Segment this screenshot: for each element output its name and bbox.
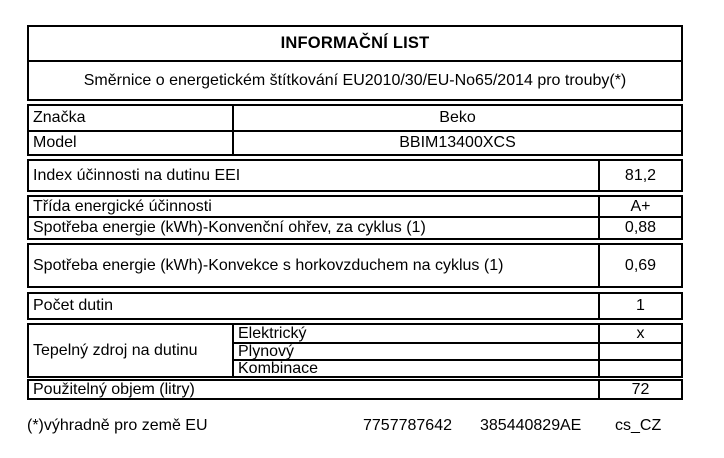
- conventional-label: Spotřeba energie (kWh)-Konvenční ohřev, za cyklus (1): [33, 219, 426, 236]
- eei-label: Index účinnosti na dutinu EEI: [33, 166, 241, 184]
- heat-option-gas: [234, 342, 681, 359]
- heat-option-gas-label: Plynový: [238, 342, 295, 360]
- footer: [27, 417, 683, 439]
- information-sheet: [27, 25, 683, 400]
- footer-note: (*)výhradně pro země EU: [27, 417, 208, 434]
- volume-row: [29, 381, 681, 398]
- cavities-value: 1: [598, 294, 681, 318]
- heat-option-combined-value: [598, 361, 681, 376]
- brand-row: [29, 106, 681, 130]
- eei-section: [27, 159, 683, 192]
- convection-row: [29, 245, 681, 286]
- heat-option-gas-value: [598, 344, 681, 359]
- heat-source-options: [232, 325, 681, 376]
- brand-value: Beko: [232, 106, 681, 130]
- energy-class-row: [29, 197, 681, 216]
- header-section: [27, 25, 683, 101]
- energy-class-label: Třída energické účinnosti: [33, 197, 212, 215]
- conventional-value: 0,88: [598, 218, 681, 238]
- sheet-title: INFORMAČNÍ LIST: [280, 34, 430, 52]
- convection-value: 0,69: [598, 245, 681, 286]
- volume-value: 72: [598, 381, 681, 398]
- heat-source-label: Tepelný zdroj na dutinu: [33, 341, 198, 359]
- heat-source-row: [29, 325, 681, 376]
- volume-label: Použitelný objem (litry): [33, 380, 195, 398]
- heat-option-combined-label: Kombinace: [238, 359, 319, 377]
- model-row: [29, 130, 681, 154]
- cavities-section: [27, 292, 683, 320]
- footer-code-left: 7757787642: [363, 417, 452, 434]
- heat-option-electric-label: Elektrický: [238, 324, 307, 342]
- cavities-label: Počet dutin: [33, 297, 114, 314]
- footer-code-suffix: AE: [560, 417, 582, 434]
- model-value: BBIM13400XCS: [232, 132, 681, 154]
- heat-option-combined: [234, 359, 681, 376]
- brand-label: Značka: [33, 109, 86, 126]
- heat-source-section: [27, 323, 683, 378]
- eei-value: 81,2: [598, 161, 681, 190]
- identity-section: [27, 104, 683, 156]
- model-label: Model: [33, 134, 77, 151]
- heat-option-electric: [234, 325, 681, 342]
- convection-section: [27, 243, 683, 288]
- conventional-row: [29, 216, 681, 238]
- footer-code-right: 385440829: [480, 417, 561, 434]
- volume-section: [27, 379, 683, 400]
- cavities-row: [29, 294, 681, 318]
- energy-class-value: A+: [598, 197, 681, 216]
- class-consumption-section: [27, 195, 683, 240]
- convection-label: Spotřeba energie (kWh)-Konvekce s horkovzduchem na cyklus (1): [33, 256, 504, 274]
- sheet-subtitle: Směrnice o energetickém štítkování EU2010/30/EU-No65/2014 pro trouby(*): [29, 60, 681, 99]
- heat-option-electric-value: x: [598, 325, 681, 342]
- eei-row: [29, 161, 681, 190]
- footer-locale: cs_CZ: [615, 417, 662, 434]
